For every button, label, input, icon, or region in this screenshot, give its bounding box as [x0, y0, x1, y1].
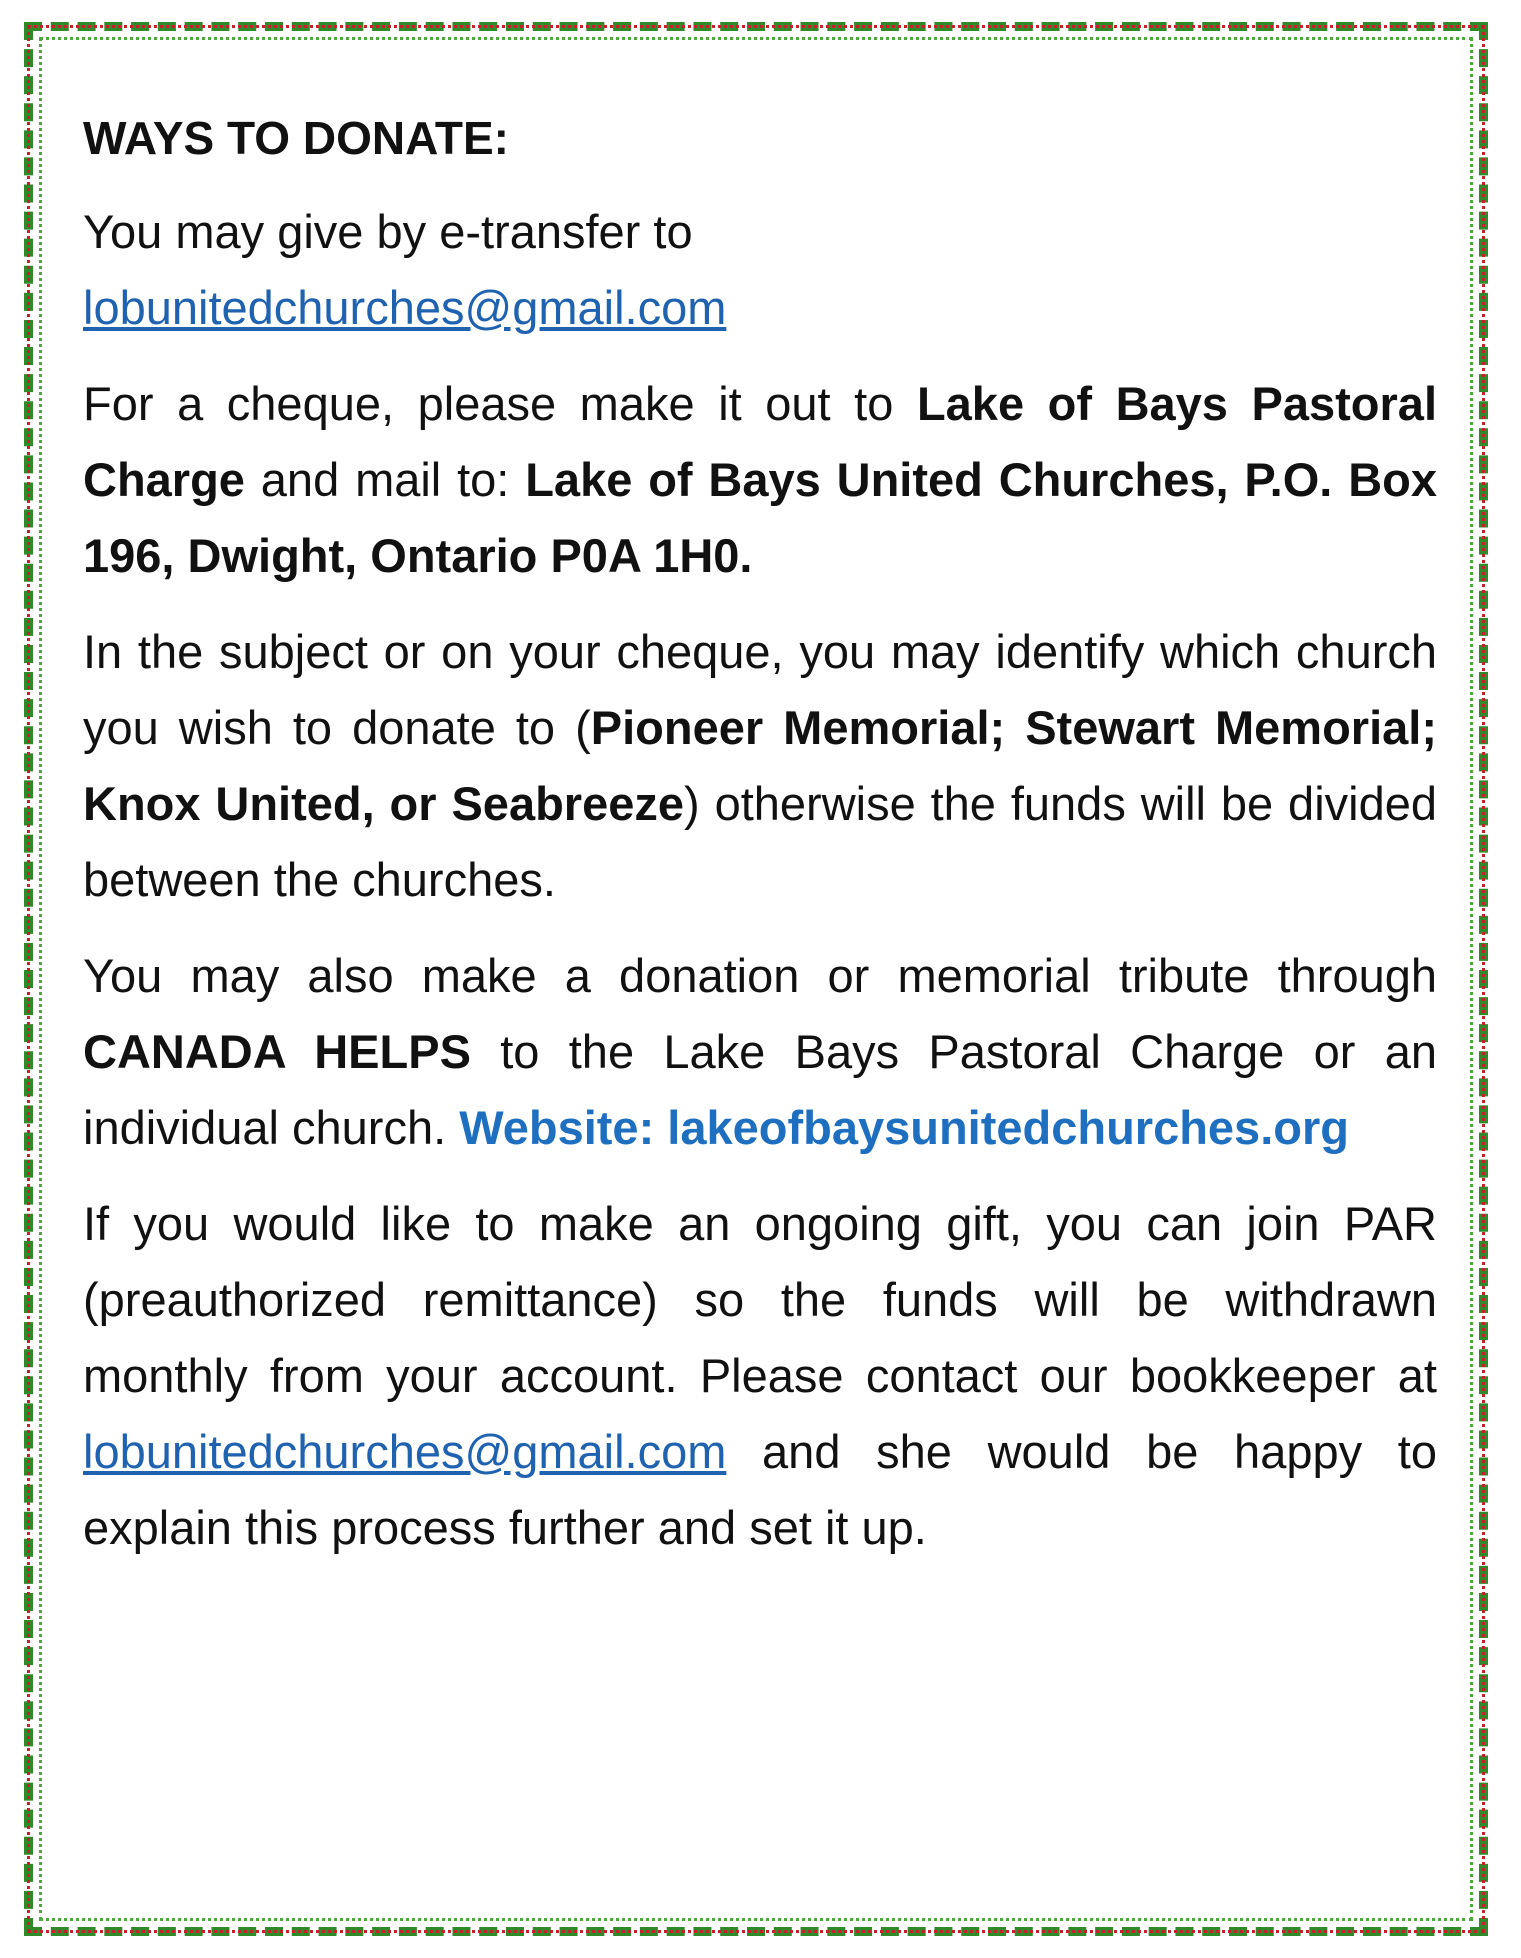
website-link[interactable]: Website: lakeofbaysunitedchurches.org	[459, 1101, 1349, 1154]
cheque-text-1: For a cheque, please make it out to	[83, 377, 917, 430]
cheque-mailing-address: Lake of Bays United Churches, P.O. Box 196, Dwight, Ontario P0A 1H0.	[83, 453, 1437, 582]
subject-paragraph	[83, 614, 1437, 918]
canada-helps-paragraph	[83, 938, 1437, 1166]
par-text-2: and she would be happy to explain this process further and set it up.	[83, 1425, 1437, 1554]
par-paragraph	[83, 1186, 1437, 1566]
subject-text-2: ) otherwise the funds will be divided between the churches.	[83, 777, 1437, 906]
etransfer-email-link[interactable]: lobunitedchurches@gmail.com	[83, 281, 727, 334]
page-title: WAYS TO DONATE:	[83, 112, 509, 164]
cheque-text-2: and mail to:	[244, 453, 526, 506]
canada-helps-text-2: to the Lake Bays Pastoral Charge or an individual church.	[83, 1025, 1437, 1154]
cheque-payee: Lake of Bays Pastoral Charge	[83, 377, 1437, 506]
bookkeeper-email-link[interactable]: lobunitedchurches@gmail.com	[83, 1425, 727, 1478]
church-list: Pioneer Memorial; Stewart Memorial; Knox United, or Seabreeze	[83, 701, 1437, 830]
par-text-1: If you would like to make an ongoing gift, you can join PAR (preauthorized remittance) so the funds will be withdrawn monthly from your account. Please contact our bookkeeper at	[83, 1197, 1437, 1402]
donation-info	[83, 100, 1437, 1586]
etransfer-paragraph	[83, 194, 1437, 346]
canada-helps-name: CANADA HELPS	[83, 1025, 471, 1078]
canada-helps-text-1: You may also make a donation or memorial tribute through	[83, 949, 1437, 1002]
etransfer-text: You may give by e-transfer to	[83, 205, 693, 258]
subject-text-1: In the subject or on your cheque, you may identify which church you wish to donate to (	[83, 625, 1437, 754]
cheque-paragraph	[83, 366, 1437, 594]
